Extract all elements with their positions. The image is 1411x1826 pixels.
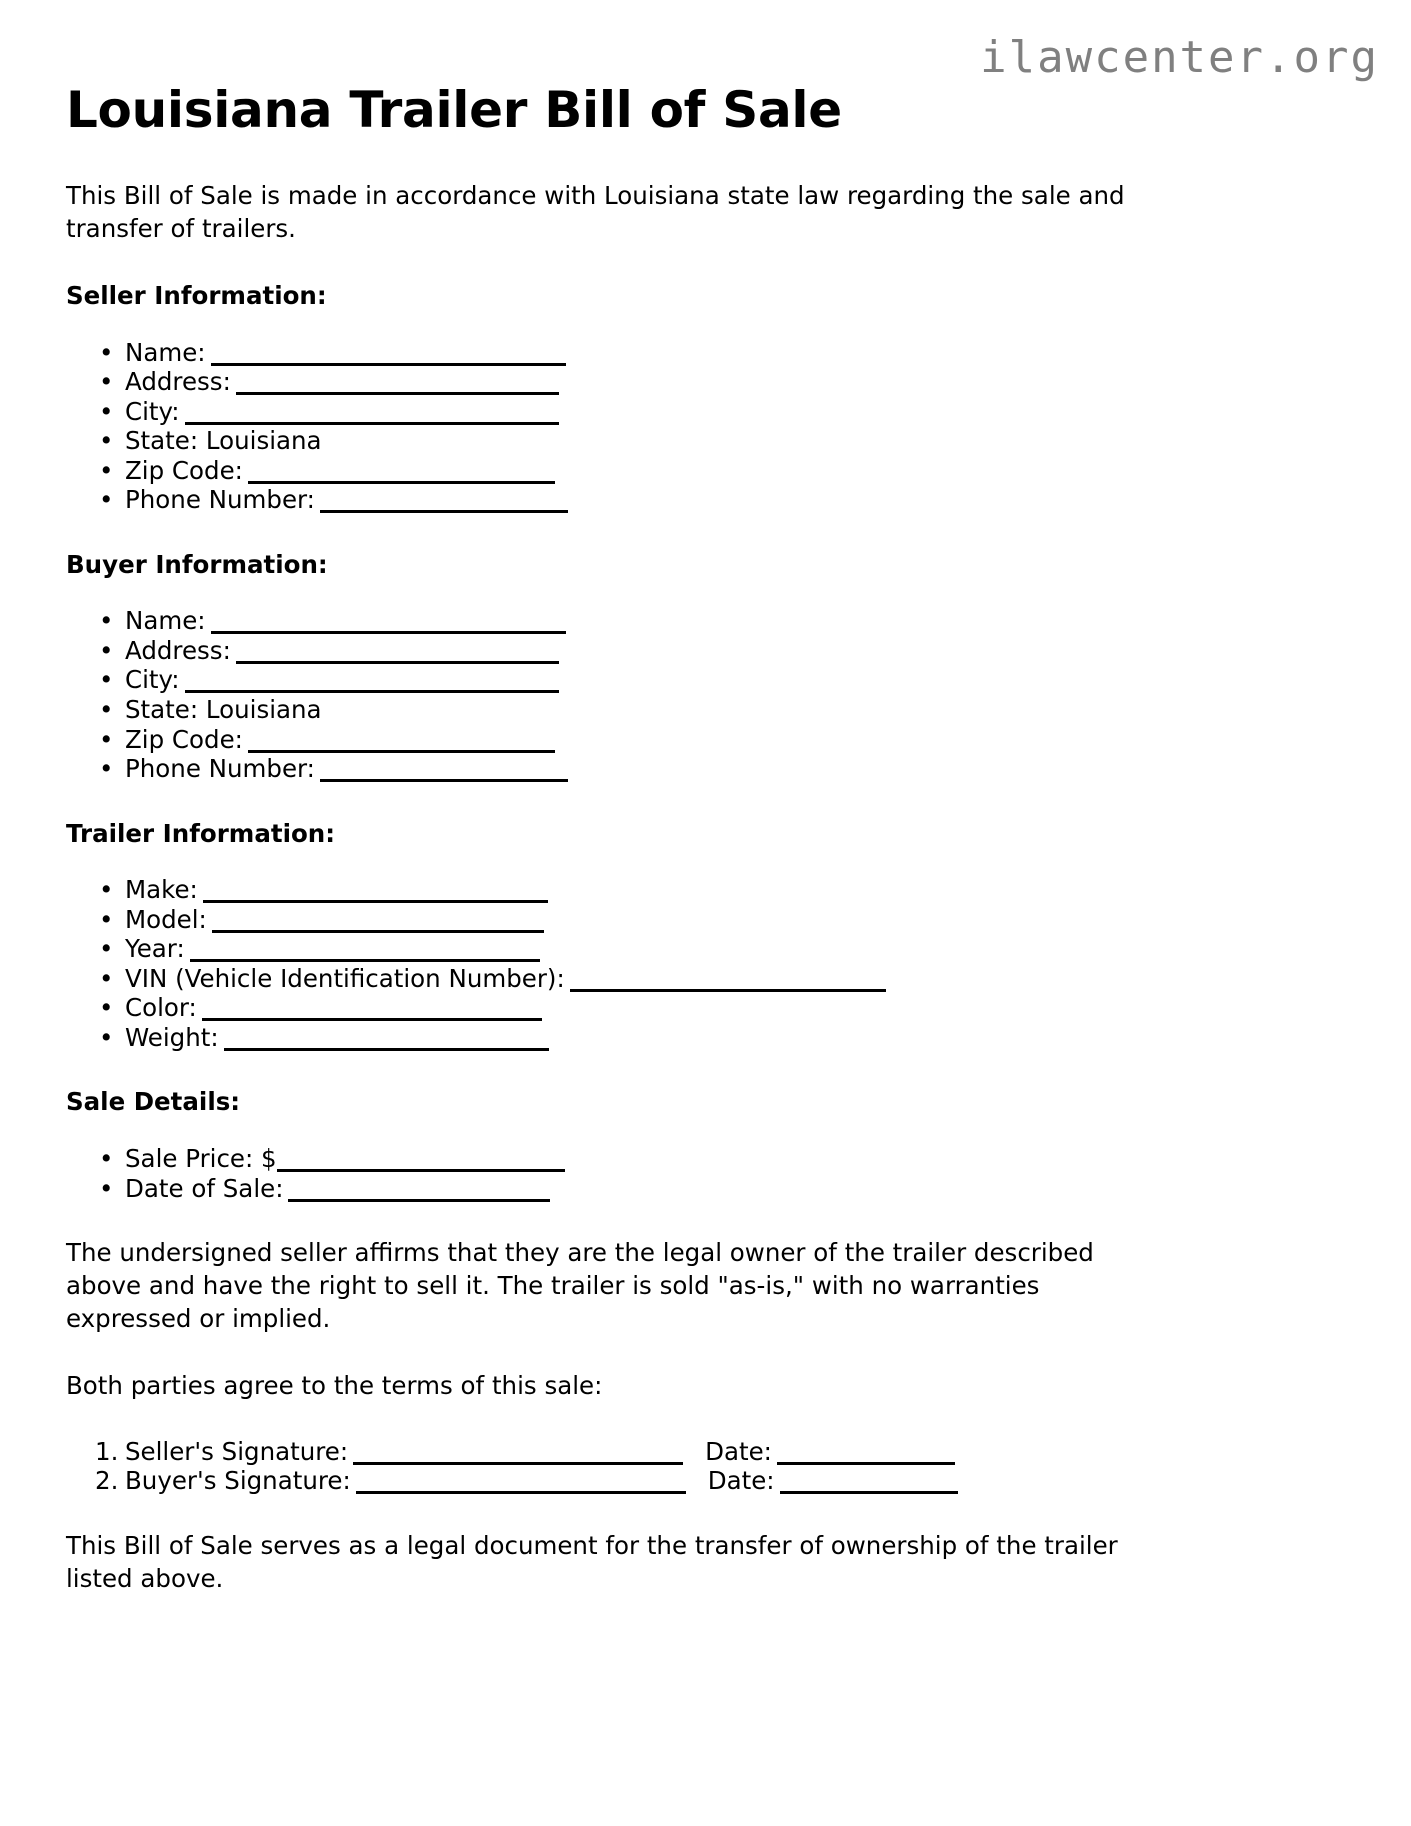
field-row — [125, 964, 1176, 994]
field-label: Zip Code: — [125, 455, 243, 485]
closing-paragraph: This Bill of Sale serves as a legal document for the transfer of ownership of the trailer listed above. — [66, 1530, 1118, 1593]
field-label: Phone Number: — [125, 754, 315, 784]
field-blank-rule[interactable] — [248, 750, 555, 753]
affirmation-paragraph: The undersigned seller affirms that they are the legal owner of the trailer described above and have the right to sell it. The trailer is sold "as-is," with no warranties expressed or implied. — [66, 1238, 1094, 1333]
field-row — [125, 905, 1176, 935]
site-watermark: ilawcenter.org — [980, 32, 1379, 83]
field-blank-rule[interactable] — [211, 631, 566, 634]
field-label: Color: — [125, 993, 197, 1023]
signature-label: Buyer's Signature: — [125, 1466, 351, 1496]
field-row — [125, 665, 1176, 695]
date-blank-rule[interactable] — [780, 1491, 958, 1494]
field-row — [125, 426, 1176, 456]
date-group — [705, 1437, 955, 1466]
field-blank-rule[interactable] — [185, 422, 559, 425]
field-row — [125, 397, 1176, 427]
section-heading-sale-details: Sale Details: — [66, 1087, 241, 1117]
field-label: Phone Number: — [125, 485, 315, 515]
field-label: Address: — [125, 635, 231, 665]
field-row — [125, 636, 1176, 666]
field-row — [125, 725, 1176, 755]
field-label: Date of Sale: — [125, 1173, 284, 1203]
field-row — [125, 695, 1176, 725]
field-label: State: — [125, 426, 199, 456]
sale-details-field-list — [66, 1144, 1176, 1203]
field-label: Model: — [125, 904, 207, 934]
date-group — [708, 1466, 958, 1495]
field-label: State: — [125, 694, 199, 724]
document-content — [66, 82, 1176, 1629]
field-row — [125, 875, 1176, 905]
field-label: Name: — [125, 337, 206, 367]
field-blank-rule[interactable] — [212, 930, 544, 933]
seller-field-list — [66, 338, 1176, 515]
field-row — [125, 367, 1176, 397]
intro-paragraph: This Bill of Sale is made in accordance with Louisiana state law regarding the sale and transfer of trailers. — [66, 181, 1125, 243]
field-blank-rule[interactable] — [236, 392, 559, 395]
field-row — [125, 485, 1176, 515]
section-heading-buyer: Buyer Information: — [66, 549, 328, 579]
field-blank-rule[interactable] — [248, 481, 555, 484]
field-label: Weight: — [125, 1022, 219, 1052]
field-row — [125, 338, 1176, 368]
signature-label: Seller's Signature: — [125, 1436, 349, 1466]
field-blank-rule[interactable] — [288, 1199, 550, 1202]
field-value: Louisiana — [205, 694, 322, 724]
field-label: VIN (Vehicle Identification Number): — [125, 963, 565, 993]
field-row — [125, 1023, 1176, 1053]
trailer-field-list — [66, 875, 1176, 1052]
field-blank-rule[interactable] — [202, 1018, 542, 1021]
signature-row — [125, 1466, 1176, 1496]
signature-blank-rule[interactable] — [353, 1462, 683, 1465]
field-label: Name: — [125, 606, 206, 636]
page-title: Louisiana Trailer Bill of Sale — [66, 81, 842, 139]
field-row — [125, 1144, 1176, 1174]
field-value: Louisiana — [205, 426, 322, 456]
field-label: Zip Code: — [125, 724, 243, 754]
field-label: Sale Price: $ — [125, 1144, 277, 1174]
field-row — [125, 606, 1176, 636]
signature-list — [66, 1437, 1176, 1496]
field-label: City: — [125, 665, 180, 695]
buyer-field-list — [66, 606, 1176, 783]
agreement-intro-paragraph: Both parties agree to the terms of this sale: — [66, 1370, 603, 1400]
section-heading-seller: Seller Information: — [66, 280, 327, 310]
field-blank-rule[interactable] — [185, 690, 559, 693]
field-blank-rule[interactable] — [236, 661, 559, 664]
signature-row — [125, 1437, 1176, 1467]
field-blank-rule[interactable] — [570, 989, 886, 992]
field-row — [125, 1174, 1176, 1204]
field-row — [125, 456, 1176, 486]
field-row — [125, 754, 1176, 784]
field-label: Make: — [125, 875, 198, 905]
signature-blank-rule[interactable] — [356, 1491, 686, 1494]
field-blank-rule[interactable] — [320, 779, 568, 782]
field-label: City: — [125, 396, 180, 426]
date-label: Date: — [705, 1436, 772, 1466]
field-row — [125, 993, 1176, 1023]
field-label: Address: — [125, 367, 231, 397]
date-label: Date: — [707, 1466, 775, 1496]
field-blank-rule[interactable] — [320, 510, 568, 513]
field-blank-rule[interactable] — [277, 1169, 565, 1172]
date-blank-rule[interactable] — [777, 1462, 955, 1465]
field-blank-rule[interactable] — [224, 1048, 549, 1051]
field-blank-rule[interactable] — [203, 900, 548, 903]
section-heading-trailer: Trailer Information: — [66, 818, 336, 848]
field-label: Year: — [125, 934, 185, 964]
field-blank-rule[interactable] — [211, 363, 566, 366]
field-blank-rule[interactable] — [190, 959, 540, 962]
field-row — [125, 934, 1176, 964]
